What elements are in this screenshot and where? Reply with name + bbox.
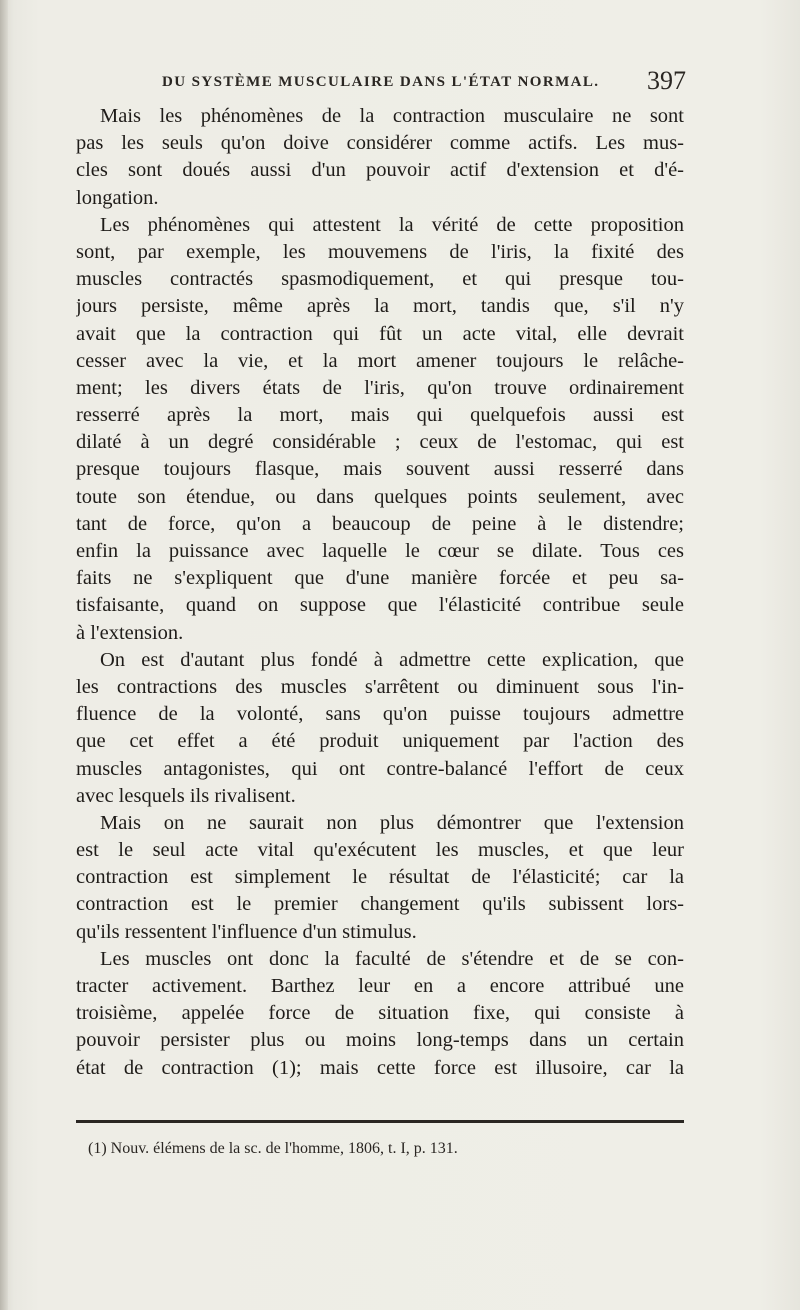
text-line: contraction est simplement le résultat de l'élasticité; car la: [76, 866, 684, 889]
text-line: les contractions des muscles s'arrêtent ou diminuent sous l'in-: [76, 675, 684, 698]
text-line: tracter activement. Barthez leur en a encore attribué une: [76, 975, 684, 997]
text-line: pas les seuls qu'on doive considérer comme actifs. Les mus-: [76, 132, 684, 155]
text-line: sont, par exemple, les mouvemens de l'iris, la fixité des: [76, 240, 684, 263]
text-line: muscles antagonistes, qui ont contre-balancé l'effort de ceux: [76, 757, 684, 780]
text-line: à l'extension.: [76, 621, 184, 644]
text-line: avec lesquels ils rivalisent.: [76, 784, 296, 807]
text-line: jours persiste, même après la mort, tandis que, s'il n'y: [76, 295, 684, 318]
text-line: Les phénomènes qui attestent la vérité de cette proposition: [100, 213, 684, 236]
text-line: est le seul acte vital qu'exécutent les muscles, et que leur: [76, 839, 684, 862]
text-line: toute son étendue, ou dans quelques points seulement, avec: [76, 485, 684, 508]
page-number: 397: [647, 66, 686, 95]
page-header: [76, 66, 686, 100]
text-line: troisième, appelée force de situation fixe, qui consiste à: [76, 1002, 684, 1025]
text-line: dilaté à un degré considérable ; ceux de l'estomac, qui est: [76, 431, 684, 454]
text-line: tisfaisante, quand on suppose que l'élasticité contribue seule: [76, 594, 684, 617]
page-binding-edge: [0, 0, 8, 1310]
text-line: avait que la contraction qui fût un acte vital, elle devrait: [76, 322, 684, 345]
text-line: que cet effet a été produit uniquement par l'action des: [76, 730, 684, 753]
text-line: Mais les phénomènes de la contraction musculaire ne sont: [100, 105, 684, 127]
text-line: état de contraction (1); mais cette force est illusoire, car la: [76, 1056, 684, 1079]
body-text: [76, 103, 684, 1082]
text-line: Les muscles ont donc la faculté de s'étendre et de se con-: [100, 947, 684, 970]
text-line: muscles contractés spasmodiquement, et qui presque tou-: [76, 268, 684, 291]
text-line: faits ne s'expliquent que d'une manière forcée et peu sa-: [76, 567, 684, 590]
text-line: cesser avec la vie, et la mort amener toujours le relâche-: [76, 349, 684, 372]
text-line: tant de force, qu'on a beaucoup de peine à le distendre;: [76, 512, 684, 535]
footnote-rule: [76, 1120, 684, 1123]
text-line: fluence de la volonté, sans qu'on puisse toujours admettre: [76, 703, 684, 726]
running-head: DU SYSTÈME MUSCULAIRE DANS L'ÉTAT NORMAL.: [162, 74, 600, 90]
text-line: contraction est le premier changement qu'ils subissent lors-: [76, 893, 684, 916]
text-line: pouvoir persister plus ou moins long-temps dans un certain: [76, 1029, 684, 1052]
text-line: ment; les divers états de l'iris, qu'on trouve ordinairement: [76, 376, 684, 399]
text-line: resserré après la mort, mais qui quelquefois aussi est: [76, 404, 684, 427]
text-line: On est d'autant plus fondé à admettre cette explication, que: [100, 648, 684, 671]
text-line: enfin la puissance avec laquelle le cœur se dilate. Tous ces: [76, 540, 684, 562]
footnote: (1) Nouv. élémens de la sc. de l'homme, 1806, t. I, p. 131.: [88, 1140, 458, 1157]
text-line: Mais on ne saurait non plus démontrer que l'extension: [100, 811, 684, 834]
text-line: longation.: [76, 186, 159, 209]
text-line: qu'ils ressentent l'influence d'un stimulus.: [76, 920, 417, 943]
text-line: presque toujours flasque, mais souvent aussi resserré dans: [76, 458, 684, 481]
text-line: cles sont doués aussi d'un pouvoir actif d'extension et d'é-: [76, 159, 684, 182]
